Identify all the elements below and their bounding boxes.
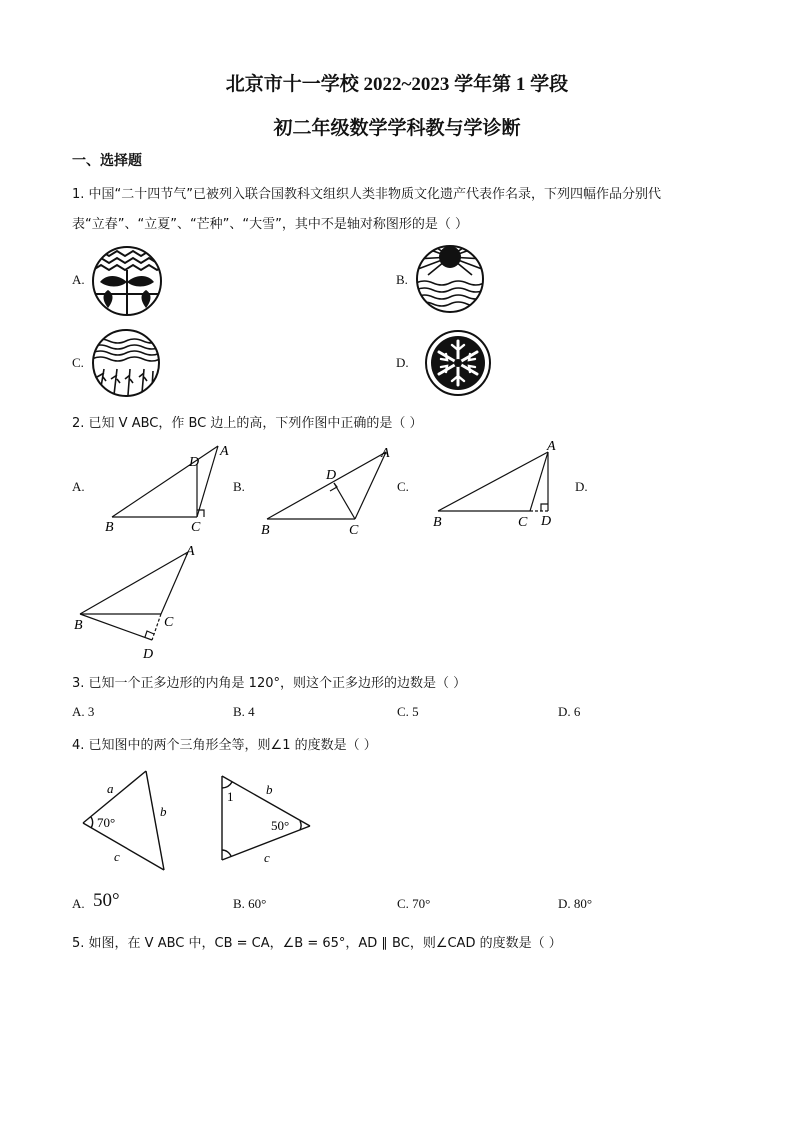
q2-figure-a (100, 440, 235, 535)
q1-option-d-label: D. (396, 355, 409, 370)
q1-image-lichun (90, 244, 164, 318)
angle-50-label: 50° (271, 818, 290, 833)
q2-option-a-label: A. (72, 479, 85, 494)
q4-option-a-value: 50° (93, 890, 120, 911)
label-B: B (433, 515, 442, 530)
side-b-label: b (160, 804, 167, 819)
q3-option-b: B. 4 (233, 704, 255, 719)
q1-image-lixia (414, 243, 486, 315)
q2-option-c-label: C. (397, 479, 409, 494)
q2-figure-c (428, 438, 568, 533)
q1-option-a-label: A. (72, 272, 85, 287)
label-C: C (349, 523, 359, 538)
q3-option-a: A. 3 (72, 704, 95, 719)
q4-text: 4. 已知图中的两个三角形全等，则∠1 的度数是（ ） (72, 738, 377, 753)
q2-figure-d (70, 542, 205, 662)
label-D: D (189, 455, 200, 470)
label-B: B (74, 618, 83, 633)
q4-option-a-label: A. (72, 896, 85, 911)
side-b-label-right: b (266, 782, 273, 797)
q2-option-b-label: B. (233, 479, 245, 494)
q3-option-d: D. 6 (558, 704, 581, 719)
q2-figure-b (258, 440, 398, 540)
angle-70-label: 70° (97, 815, 116, 830)
side-a-label: a (107, 781, 114, 796)
label-B: B (261, 523, 270, 538)
q1-text-line1: 1. 中国“二十四节气”已被列入联合国教科文组织人类非物质文化遗产代表作名录，下列四幅作品分别代 (72, 187, 662, 202)
section-heading: 一、选择题 (72, 153, 142, 169)
side-c-label-right: c (264, 850, 270, 864)
label-B: B (105, 520, 114, 535)
angle-1-label: 1 (227, 789, 234, 804)
q1-option-c-label: C. (72, 355, 84, 370)
label-C: C (518, 515, 528, 530)
q1-text-line2: 表“立春”、“立夏”、“芒种”、“大雪”，其中不是轴对称图形的是（ ） (72, 217, 469, 232)
label-A: A (547, 439, 556, 454)
q2-text: 2. 已知 V ABC，作 BC 边上的高，下列作图中正确的是（ ） (72, 416, 423, 431)
label-A: A (186, 544, 195, 559)
label-C: C (191, 520, 201, 535)
label-D: D (326, 468, 337, 483)
q4-triangle-left (78, 765, 178, 877)
q4-option-c: C. 70° (397, 896, 431, 911)
label-D: D (541, 514, 552, 529)
label-A: A (381, 446, 390, 461)
q1-image-daxue (424, 329, 492, 397)
label-C: C (164, 615, 174, 630)
q1-image-mangzhong (90, 327, 162, 399)
q4-option-d: D. 80° (558, 896, 593, 911)
page-title-line2: 初二年级数学学科教与学诊断 (273, 118, 521, 139)
q3-option-c: C. 5 (397, 704, 419, 719)
q2-option-d-label: D. (575, 479, 588, 494)
side-c-label: c (114, 849, 120, 864)
label-D: D (143, 647, 154, 662)
q1-option-b-label: B. (396, 272, 408, 287)
q3-text: 3. 已知一个正多边形的内角是 120°，则这个正多边形的边数是（ ） (72, 676, 467, 691)
page-title-line1: 北京市十一学校 2022~2023 学年第 1 学段 (225, 74, 569, 95)
label-A: A (220, 444, 229, 459)
q4-triangle-right (214, 768, 318, 864)
q4-option-b: B. 60° (233, 896, 267, 911)
q5-text: 5. 如图，在 V ABC 中，CB = CA，∠B = 65°，AD ∥ BC，则∠CAD 的度数是（ ） (72, 936, 562, 951)
